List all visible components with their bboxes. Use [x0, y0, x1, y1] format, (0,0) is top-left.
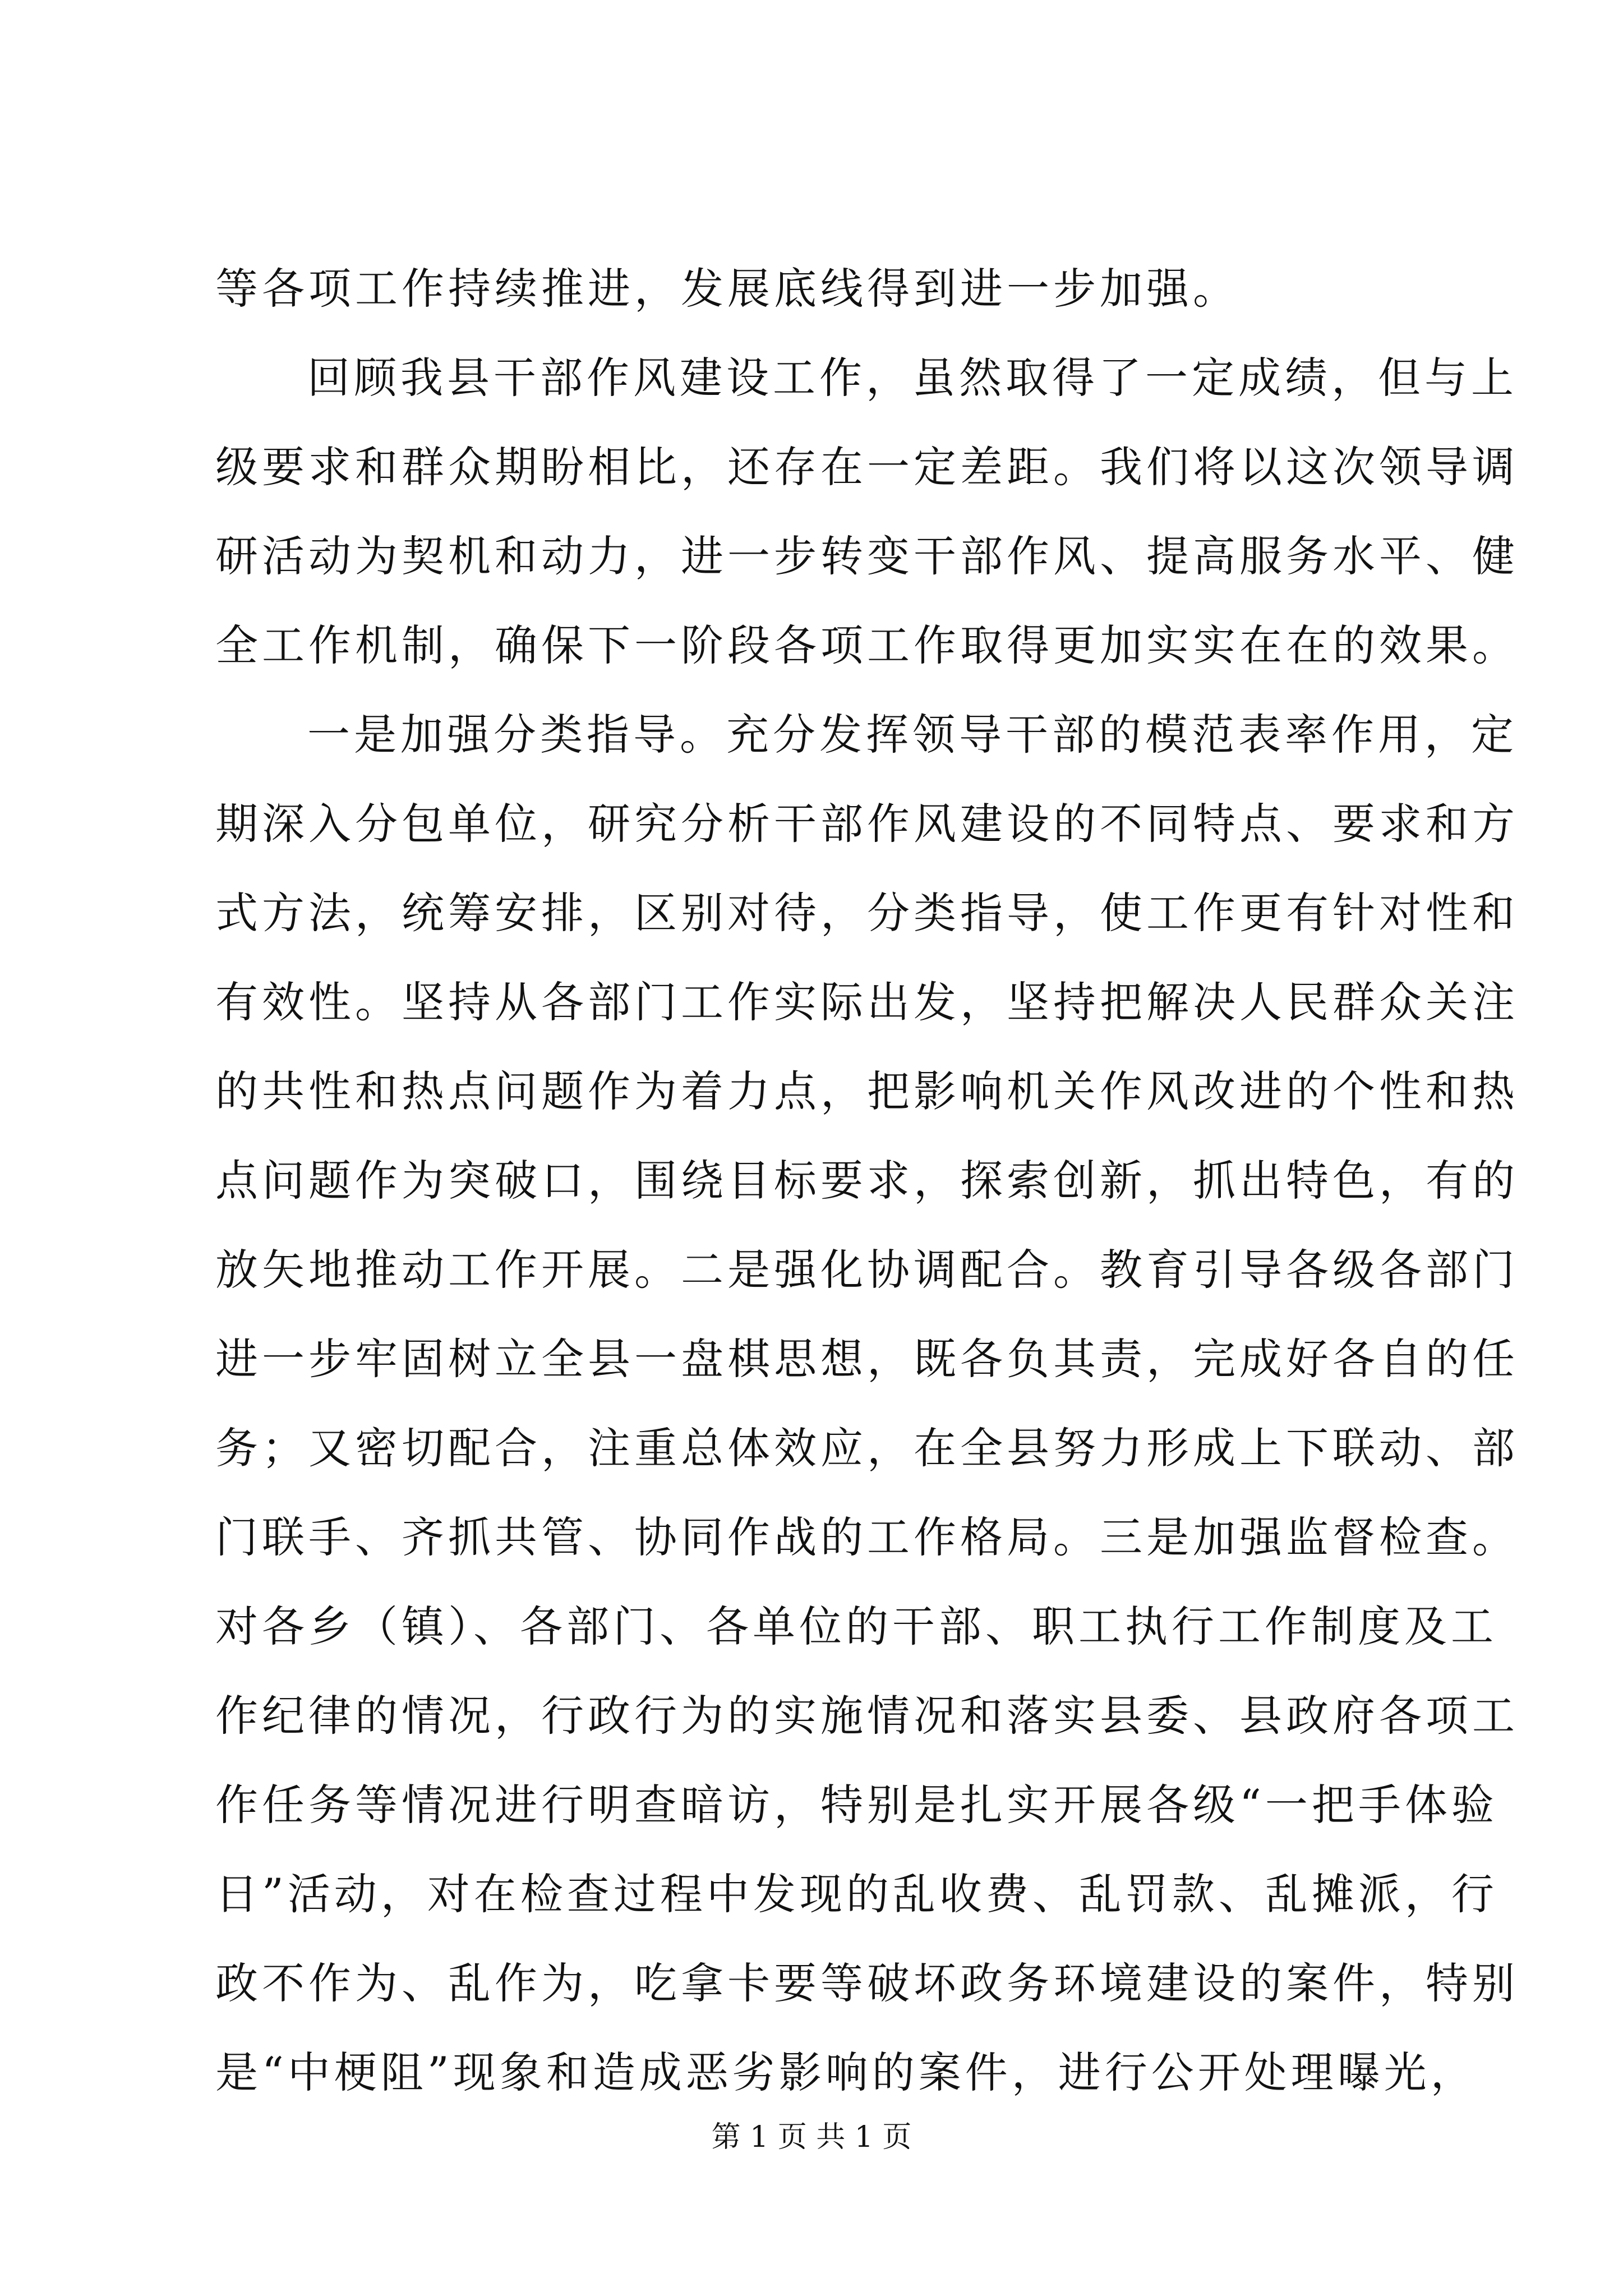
text-line: 务；又密切配合，注重总体效应，在全县努力形成上下联动、部 — [215, 1423, 1519, 1473]
text-line: 一是加强分类指导。充分发挥领导干部的模范表率作用，定 — [307, 710, 1518, 760]
text-line: 等各项工作持续推进，发展底线得到进一步加强。 — [215, 264, 1239, 314]
text-line: 级要求和群众期盼相比，还存在一定差距。我们将以这次领导调 — [215, 442, 1519, 492]
text-line: 的共性和热点问题作为着力点，把影响机关作风改进的个性和热 — [215, 1066, 1519, 1116]
text-line: 点问题作为突破口，围绕目标要求，探索创新，抓出特色，有的 — [215, 1156, 1519, 1205]
text-line: 对各乡（镇）、各部门、各单位的干部、职工执行工作制度及工 — [215, 1602, 1497, 1651]
text-line: 回顾我县干部作风建设工作，虽然取得了一定成绩，但与上 — [307, 353, 1518, 403]
text-line: 进一步牢固树立全县一盘棋思想，既各负其责，完成好各自的任 — [215, 1334, 1519, 1384]
text-line: 门联手、齐抓共管、协同作战的工作格局。三是加强监督检查。 — [215, 1512, 1519, 1562]
text-line: 放矢地推动工作开展。二是强化协调配合。教育引导各级各部门 — [215, 1245, 1519, 1295]
text-line: 有效性。坚持从各部门工作实际出发，坚持把解决人民群众关注 — [215, 977, 1519, 1027]
text-line: 作纪律的情况，行政行为的实施情况和落实县委、县政府各项工 — [215, 1691, 1519, 1741]
text-line: 作任务等情况进行明查暗访，特别是扎实开展各级“一把手体验 — [215, 1780, 1498, 1830]
page-number-footer: 第 1 页 共 1 页 — [711, 2120, 912, 2154]
text-line: 研活动为契机和动力，进一步转变干部作风、提高服务水平、健 — [215, 531, 1519, 581]
text-line: 政不作为、乱作为，吃拿卡要等破坏政务环境建设的案件，特别 — [215, 1958, 1519, 2008]
text-line: 是“中梗阻”现象和造成恶劣影响的案件，进行公开处理曝光， — [215, 2047, 1477, 2097]
text-line: 全工作机制，确保下一阶段各项工作取得更加实实在在的效果。 — [215, 620, 1519, 670]
text-line: 式方法，统筹安排，区别对待，分类指导，使工作更有针对性和 — [215, 888, 1519, 938]
text-line: 期深入分包单位，研究分析干部作风建设的不同特点、要求和方 — [215, 799, 1519, 849]
text-line: 日”活动，对在检查过程中发现的乱收费、乱罚款、乱摊派，行 — [215, 1869, 1498, 1919]
